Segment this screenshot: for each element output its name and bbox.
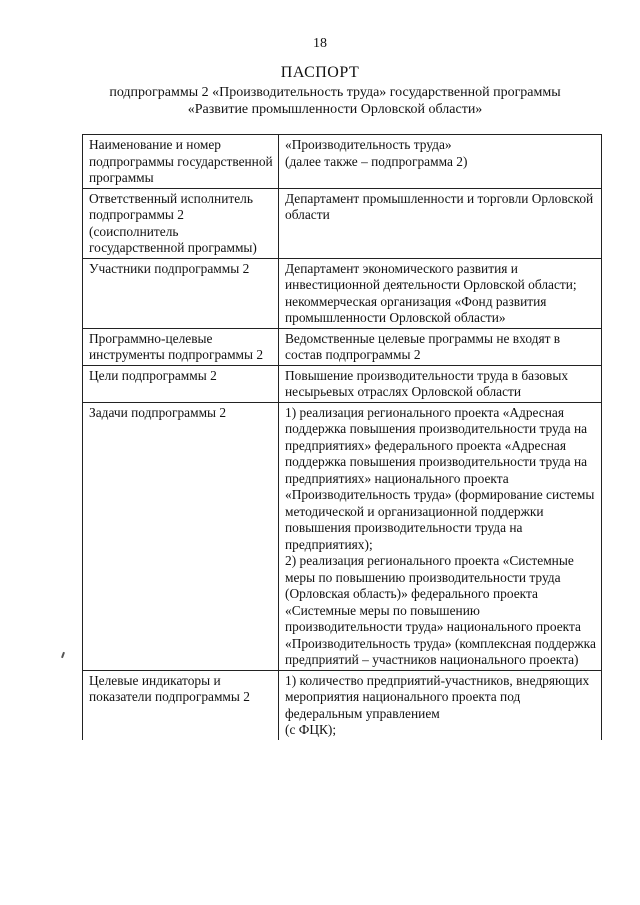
document-subtitle [60, 84, 610, 118]
page-number: 18 [313, 36, 327, 51]
table-row [83, 258, 602, 328]
scan-artifact-mark [61, 652, 65, 658]
row-value: 1) количество предприятий-участников, внедряющих мероприятия национального проекта под федеральным управлением (с ФЦК); [279, 670, 602, 740]
row-value: Департамент экономического развития и инвестиционной деятельности Орловской области; некоммерческая организация «Фонд развития промышленности Орловской области» [279, 258, 602, 328]
row-label: Цели подпрограммы 2 [83, 365, 279, 402]
row-value: «Производительность труда» (далее также – подпрограмма 2) [279, 135, 602, 189]
row-value: Департамент промышленности и торговли Орловской области [279, 188, 602, 258]
table-row [83, 328, 602, 365]
subtitle-line-1: подпрограммы 2 «Производительность труда» государственной программы [109, 85, 561, 100]
row-value: Повышение производительности труда в базовых несырьевых отраслях Орловской области [279, 365, 602, 402]
passport-table [82, 134, 602, 740]
subtitle-line-2: «Развитие промышленности Орловской области» [187, 102, 483, 117]
document-title: ПАСПОРТ [280, 64, 360, 81]
row-value: 1) реализация регионального проекта «Адресная поддержка повышения производительности труда на предприятиях» федерального проекта «Адресная поддержка повышения производительности труда на предприятиях» национального проекта «Производительность труда» (формирование системы методической и организационной поддержки повышения производительности труда на предприятиях); 2) реализация регионального проекта «Системные меры по повышению производительности труда (Орловская область)» федерального проекта «Системные меры по повышению производительности труда» национального проекта «Производительность труда» (комплексная поддержка предприятий – участников национального проекта) [279, 402, 602, 670]
table-row [83, 135, 602, 189]
row-value: Ведомственные целевые программы не входят в состав подпрограммы 2 [279, 328, 602, 365]
row-label: Участники подпрограммы 2 [83, 258, 279, 328]
table-row [83, 402, 602, 670]
row-label: Ответственный исполнитель подпрограммы 2 (соисполнитель государственной программы) [83, 188, 279, 258]
row-label: Целевые индикаторы и показатели подпрограммы 2 [83, 670, 279, 740]
row-label: Программно-целевые инструменты подпрограммы 2 [83, 328, 279, 365]
row-label: Наименование и номер подпрограммы государственной программы [83, 135, 279, 189]
row-label: Задачи подпрограммы 2 [83, 402, 279, 670]
table-row [83, 670, 602, 740]
table-row [83, 188, 602, 258]
table-row [83, 365, 602, 402]
